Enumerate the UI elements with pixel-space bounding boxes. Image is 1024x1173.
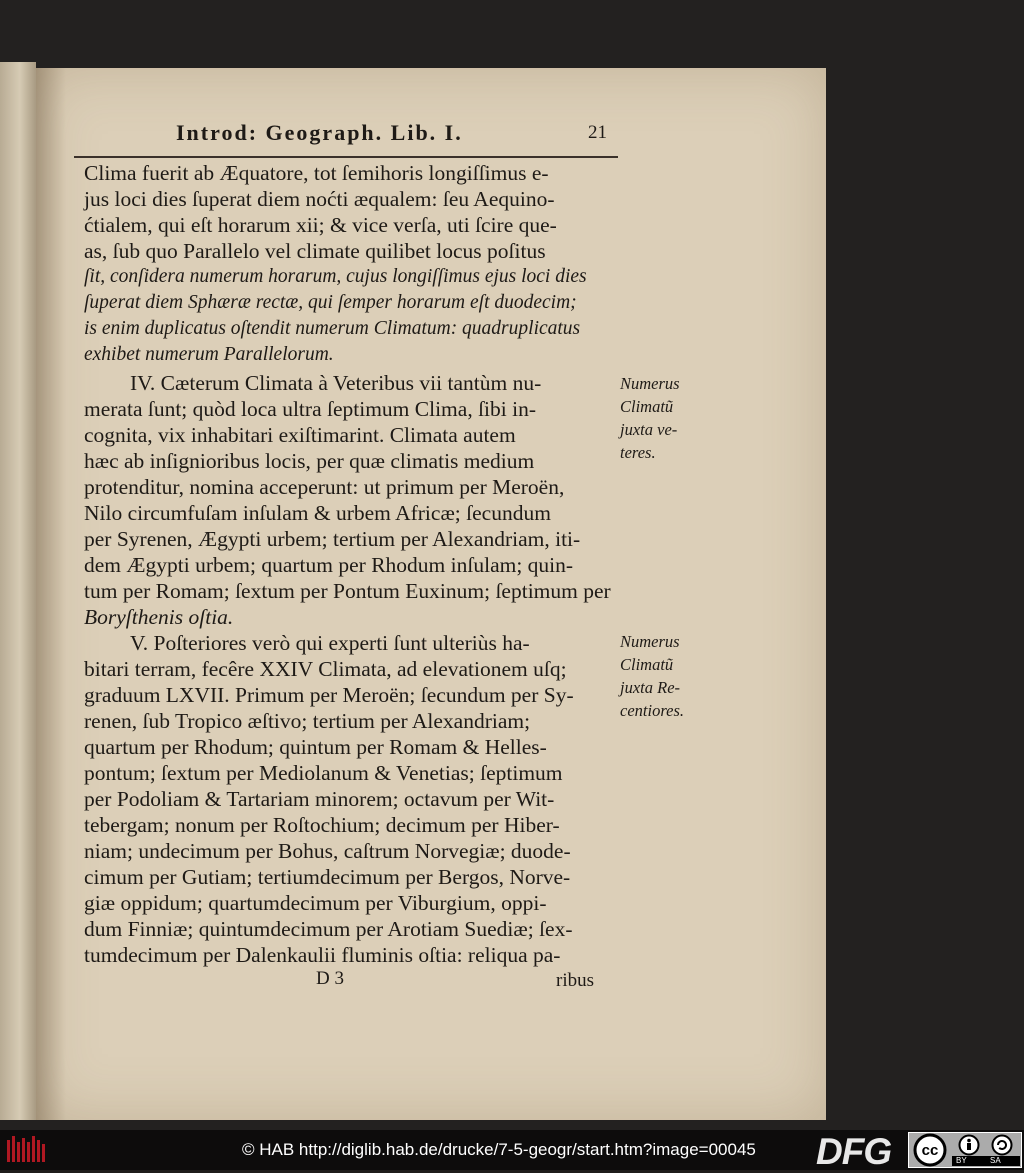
- margin-note-line: Climatũ: [620, 397, 674, 416]
- text-line: Clima fuerit ab Æquatore, tot ſemihoris longiſſimus e-: [84, 161, 549, 185]
- hab-library-logo: [6, 1134, 46, 1166]
- text-line: per Podoliam & Tartariam minorem; octavum per Wit-: [84, 787, 555, 811]
- license-by-label: BY: [956, 1156, 967, 1165]
- text-line: V. Poſteriores verò qui experti ſunt ulteriùs ha-: [130, 631, 530, 655]
- dfg-logo[interactable]: DFG: [816, 1131, 892, 1172]
- text-line: per Syrenen, Ægypti urbem; tertium per Alexandriam, iti-: [84, 527, 581, 551]
- margin-note-line: centiores.: [620, 701, 684, 720]
- book-page: [36, 68, 826, 1120]
- text-line: as, ſub quo Parallelo vel climate quilibet locus poſitus: [84, 239, 546, 263]
- license-sa-label: SA: [990, 1156, 1001, 1165]
- text-line: renen, ſub Tropico æſtivo; tertium per Alexandriam;: [84, 709, 531, 733]
- signature-mark: D 3: [316, 968, 344, 989]
- text-line: IV. Cæterum Climata à Veteribus vii tantùm nu-: [130, 371, 542, 395]
- text-line: dum Finniæ; quintumdecimum per Arotiam Suediæ; ſex-: [84, 917, 573, 941]
- text-line: merata ſunt; quòd loca ultra ſeptimum Clima, ſibi in-: [84, 397, 537, 421]
- text-line: tebergam; nonum per Roſtochium; decimum per Hiber-: [84, 813, 560, 837]
- text-line: Boryſthenis oſtia.: [84, 605, 234, 629]
- catchword: ribus: [556, 970, 594, 991]
- text-line: ſit, conſidera numerum horarum, cujus longiſſimus ejus loci dies: [84, 266, 587, 287]
- text-line: dem Ægypti urbem; quartum per Rhodum inſulam; quin-: [84, 553, 574, 577]
- margin-note-line: juxta ve-: [620, 420, 678, 439]
- text-line: cimum per Gutiam; tertiumdecimum per Bergos, Norve-: [84, 865, 571, 889]
- margin-note-line: Climatũ: [620, 655, 674, 674]
- text-line: hæc ab inſignioribus locis, per quæ climatis medium: [84, 449, 535, 473]
- text-line: bitari terram, fecêre XXIV Climata, ad elevationem uſq;: [84, 657, 567, 681]
- text-line: pontum; ſextum per Mediolanum & Venetias; ſeptimum: [84, 761, 563, 785]
- copyright-link[interactable]: © HAB http://diglib.hab.de/drucke/7-5-geogr/start.htm?image=00045: [242, 1140, 756, 1159]
- page-number: 21: [588, 122, 607, 143]
- text-line: protenditur, nomina acceperunt: ut primum per Meroën,: [84, 475, 565, 499]
- running-head: Introd: Geograph. Lib. I.: [176, 120, 463, 145]
- margin-note-line: Numerus: [620, 632, 680, 651]
- margin-note-line: teres.: [620, 443, 656, 462]
- text-line: tumdecimum per Dalenkaulii fluminis oſtia: reliqua pa-: [84, 943, 561, 967]
- text-line: Nilo circumfuſam inſulam & urbem Africæ; ſecundum: [84, 501, 551, 525]
- svg-text:cc: cc: [921, 1142, 939, 1159]
- header-rule: [74, 156, 618, 158]
- text-line: niam; undecimum per Bohus, caſtrum Norvegiæ; duode-: [84, 839, 571, 863]
- margin-note-line: Numerus: [620, 374, 680, 393]
- text-line: ſuperat diem Sphæræ rectæ, qui ſemper horarum eſt duodecim;: [84, 292, 577, 313]
- text-line: exhibet numerum Parallelorum.: [84, 344, 334, 365]
- text-line: tum per Romam; ſextum per Pontum Euxinum; ſeptimum per: [84, 579, 611, 603]
- text-line: ćtialem, qui eſt horarum xii; & vice verſa, uti ſcire que-: [84, 213, 557, 237]
- text-line: graduum LXVII. Primum per Meroën; ſecundum per Sy-: [84, 683, 574, 707]
- text-line: quartum per Rhodum; quintum per Romam & Helles-: [84, 735, 547, 759]
- text-line: cognita, vix inhabitari exiſtimarint. Climata autem: [84, 423, 516, 447]
- text-line: giæ oppidum; quartumdecimum per Viburgium, oppi-: [84, 891, 547, 915]
- margin-note-line: juxta Re-: [620, 678, 681, 697]
- facing-page-edge: [0, 62, 36, 1120]
- text-line: is enim duplicatus oſtendit numerum Climatum: quadruplicatus: [84, 318, 581, 339]
- footer-bar: [0, 1130, 1024, 1170]
- text-line: jus loci dies ſuperat diem noćti æqualem: ſeu Aequino-: [84, 187, 555, 211]
